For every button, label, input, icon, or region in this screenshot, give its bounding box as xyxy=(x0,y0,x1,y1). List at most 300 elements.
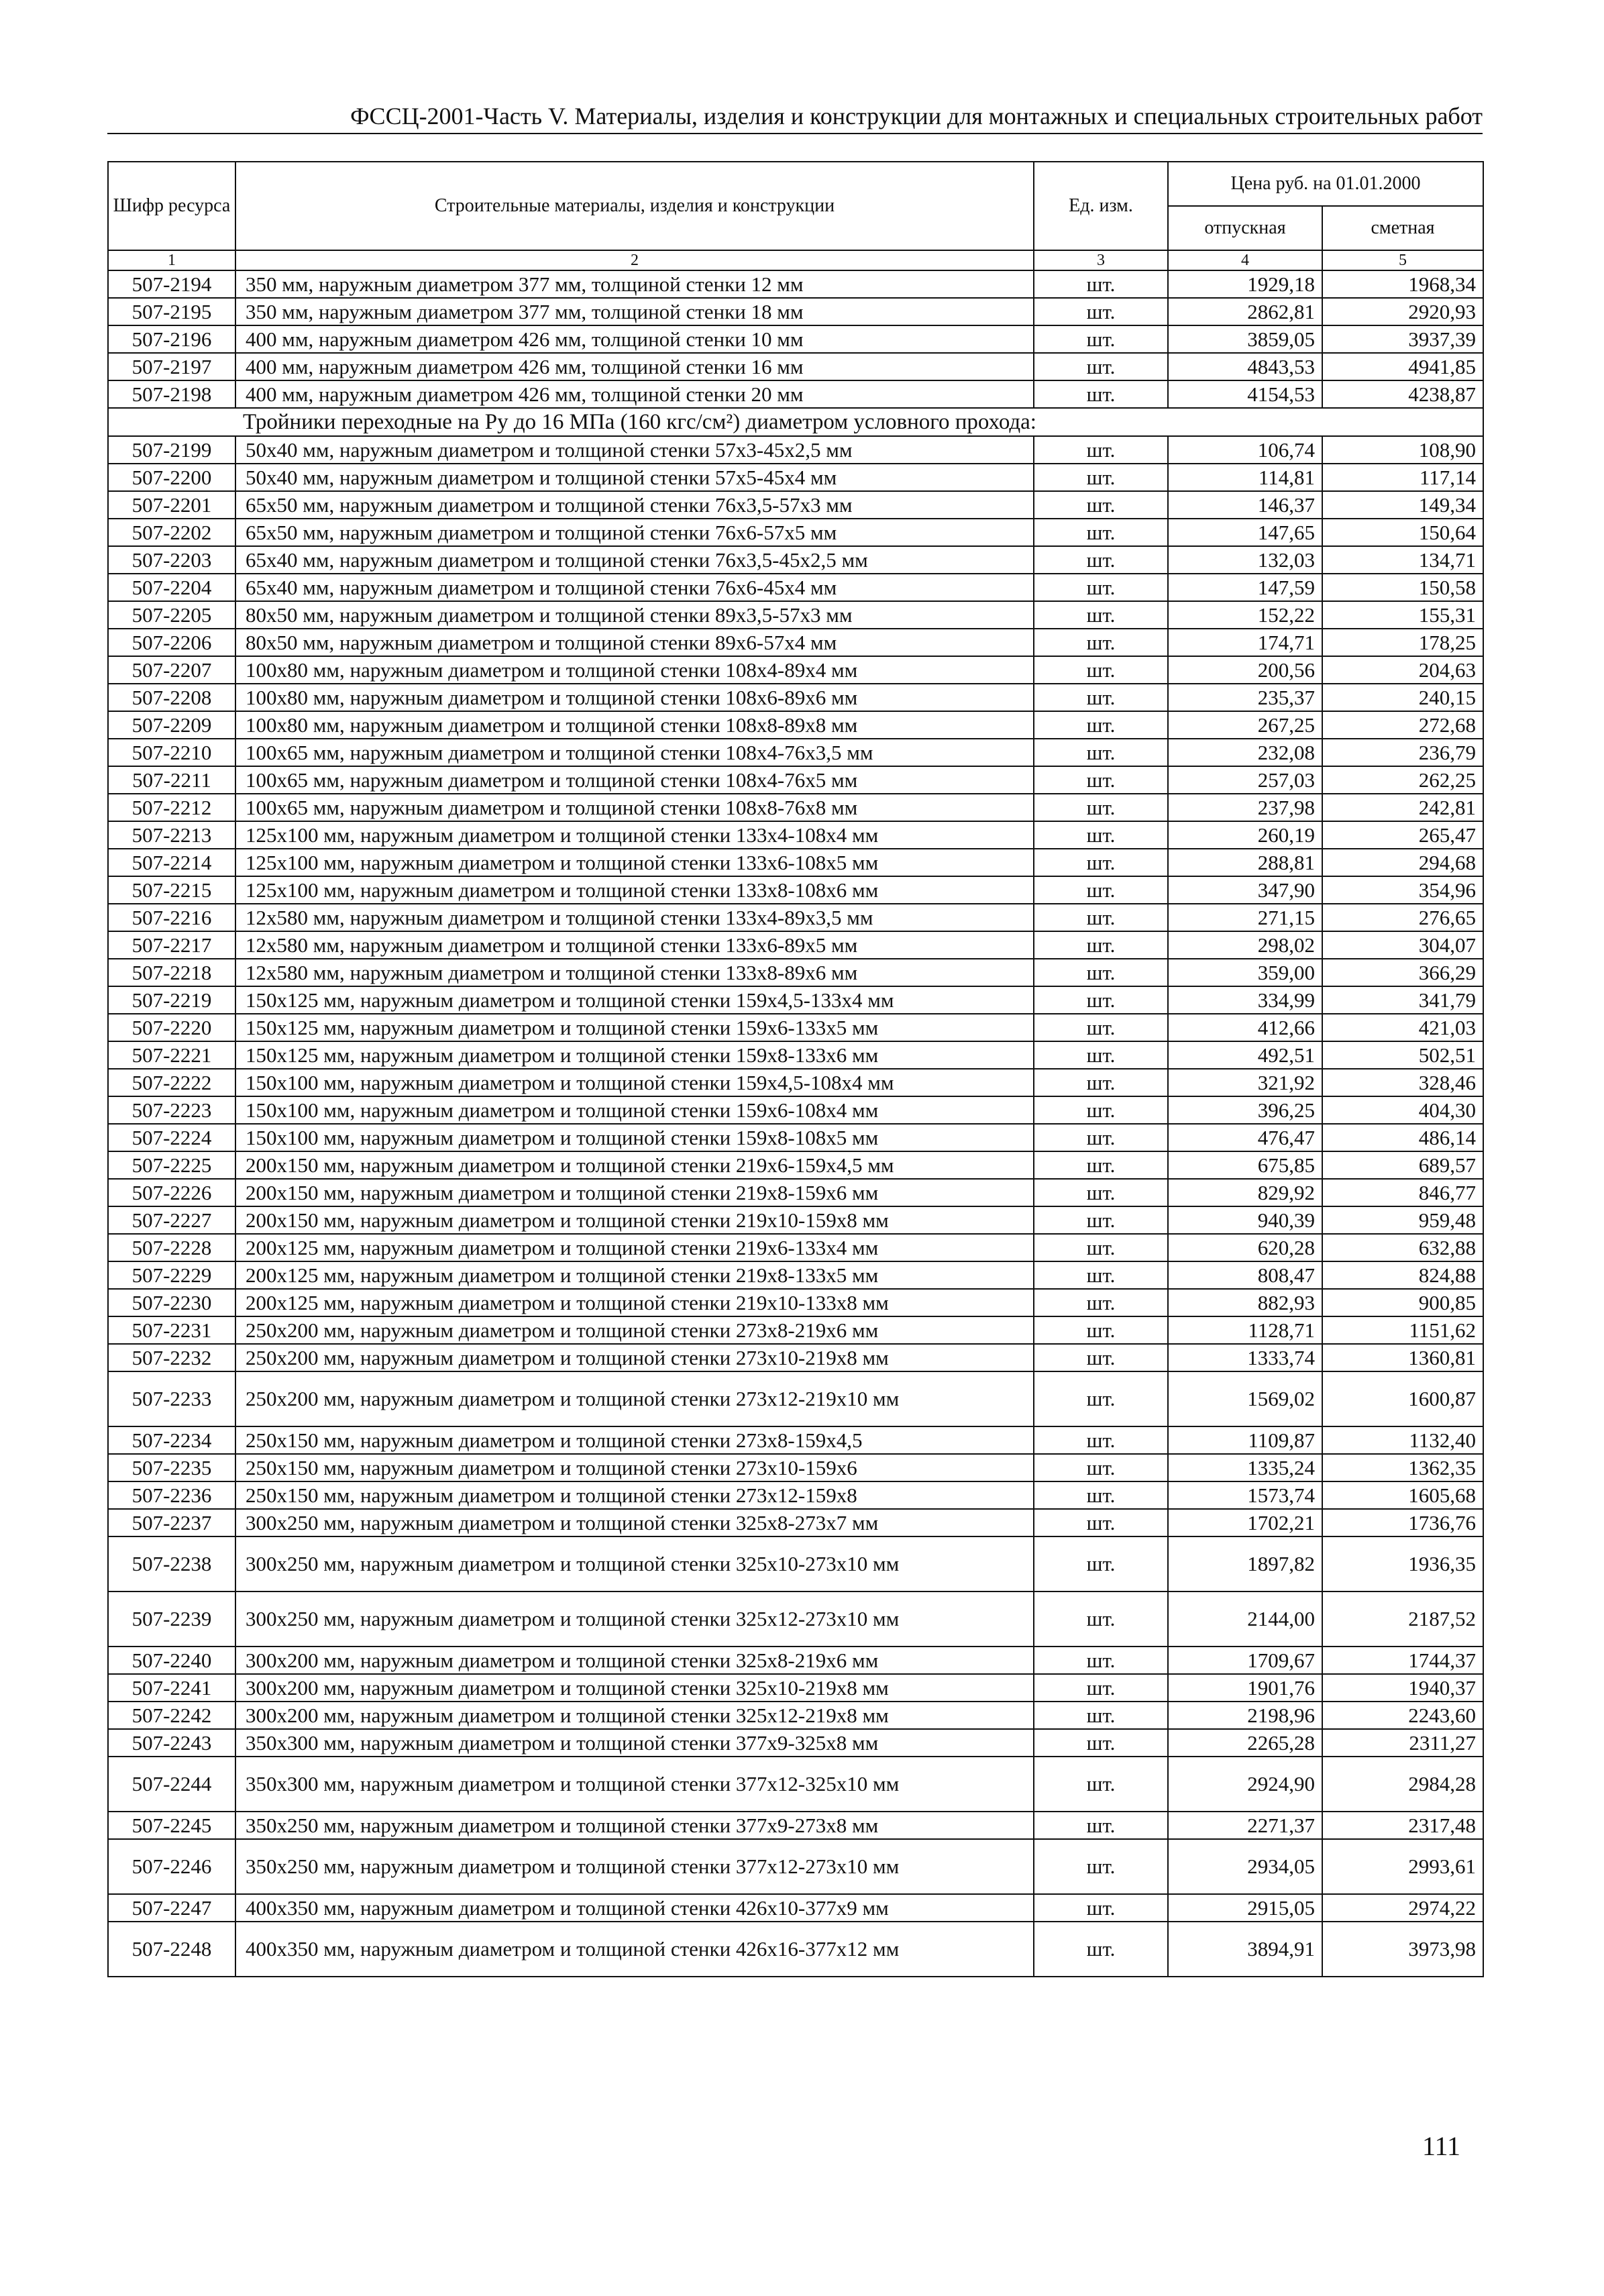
table-row xyxy=(108,1702,1483,1729)
release-price: 396,25 xyxy=(1168,1096,1322,1124)
resource-code: 507-2247 xyxy=(108,1894,235,1922)
table-row xyxy=(108,1454,1483,1481)
resource-code: 507-2221 xyxy=(108,1041,235,1069)
release-price: 829,92 xyxy=(1168,1179,1322,1206)
table-row xyxy=(108,766,1483,794)
release-price: 1128,71 xyxy=(1168,1316,1322,1344)
table-row xyxy=(108,711,1483,739)
estimate-price: 421,03 xyxy=(1322,1014,1483,1041)
table-row xyxy=(108,1371,1483,1426)
table-row xyxy=(108,1536,1483,1591)
unit-of-measure: шт. xyxy=(1034,931,1168,959)
unit-of-measure: шт. xyxy=(1034,1124,1168,1151)
estimate-price: 4941,85 xyxy=(1322,353,1483,380)
item-description: 350 мм, наружным диаметром 377 мм, толщиной стенки 18 мм xyxy=(235,298,1034,325)
resource-code: 507-2215 xyxy=(108,876,235,904)
release-price: 1702,21 xyxy=(1168,1509,1322,1536)
unit-of-measure: шт. xyxy=(1034,436,1168,464)
release-price: 146,37 xyxy=(1168,491,1322,519)
unit-of-measure: шт. xyxy=(1034,1481,1168,1509)
unit-of-measure: шт. xyxy=(1034,849,1168,876)
group-title: Тройники переходные на Ру до 16 МПа (160 кгс/см²) диаметром условного прохода: xyxy=(108,408,1483,436)
release-price: 1333,74 xyxy=(1168,1344,1322,1371)
unit-of-measure: шт. xyxy=(1034,1179,1168,1206)
release-price: 152,22 xyxy=(1168,601,1322,629)
estimate-price: 366,29 xyxy=(1322,959,1483,986)
table-row xyxy=(108,684,1483,711)
item-description: 80х50 мм, наружным диаметром и толщиной стенки 89х6-57х4 мм xyxy=(235,629,1034,656)
unit-of-measure: шт. xyxy=(1034,1234,1168,1261)
resource-code: 507-2213 xyxy=(108,821,235,849)
release-price: 620,28 xyxy=(1168,1234,1322,1261)
table-row xyxy=(108,986,1483,1014)
unit-of-measure: шт. xyxy=(1034,876,1168,904)
estimate-price: 108,90 xyxy=(1322,436,1483,464)
unit-of-measure: шт. xyxy=(1034,1591,1168,1647)
table-row xyxy=(108,464,1483,491)
table-body-tees xyxy=(108,436,1483,1977)
item-description: 250х200 мм, наружным диаметром и толщиной стенки 273х10-219х8 мм xyxy=(235,1344,1034,1371)
resource-code: 507-2219 xyxy=(108,986,235,1014)
resource-code: 507-2209 xyxy=(108,711,235,739)
unit-of-measure: шт. xyxy=(1034,1812,1168,1839)
release-price: 1901,76 xyxy=(1168,1674,1322,1702)
table-row xyxy=(108,1014,1483,1041)
item-description: 350х300 мм, наружным диаметром и толщиной стенки 377х9-325х8 мм xyxy=(235,1729,1034,1757)
table-row xyxy=(108,656,1483,684)
estimate-price: 4238,87 xyxy=(1322,380,1483,408)
column-number: 2 xyxy=(235,250,1034,270)
table-row xyxy=(108,574,1483,601)
table-body-pipes xyxy=(108,270,1483,408)
resource-code: 507-2224 xyxy=(108,1124,235,1151)
unit-of-measure: шт. xyxy=(1034,1839,1168,1894)
item-description: 300х200 мм, наружным диаметром и толщиной стенки 325х10-219х8 мм xyxy=(235,1674,1034,1702)
item-description: 200х125 мм, наружным диаметром и толщиной стенки 219х10-133х8 мм xyxy=(235,1289,1034,1316)
estimate-price: 2920,93 xyxy=(1322,298,1483,325)
resource-code: 507-2230 xyxy=(108,1289,235,1316)
resource-code: 507-2236 xyxy=(108,1481,235,1509)
estimate-price: 276,65 xyxy=(1322,904,1483,931)
table-row xyxy=(108,849,1483,876)
estimate-price: 265,47 xyxy=(1322,821,1483,849)
estimate-price: 236,79 xyxy=(1322,739,1483,766)
resource-code: 507-2231 xyxy=(108,1316,235,1344)
estimate-price: 1968,34 xyxy=(1322,270,1483,298)
item-description: 150х125 мм, наружным диаметром и толщиной стенки 159х8-133х6 мм xyxy=(235,1041,1034,1069)
estimate-price: 3937,39 xyxy=(1322,325,1483,353)
column-number: 1 xyxy=(108,250,235,270)
table-row xyxy=(108,629,1483,656)
item-description: 200х125 мм, наружным диаметром и толщиной стенки 219х6-133х4 мм xyxy=(235,1234,1034,1261)
item-description: 300х200 мм, наружным диаметром и толщиной стенки 325х8-219х6 мм xyxy=(235,1647,1034,1674)
unit-of-measure: шт. xyxy=(1034,519,1168,546)
item-description: 100х80 мм, наружным диаметром и толщиной стенки 108х6-89х6 мм xyxy=(235,684,1034,711)
item-description: 350 мм, наружным диаметром 377 мм, толщиной стенки 12 мм xyxy=(235,270,1034,298)
item-description: 100х80 мм, наружным диаметром и толщиной стенки 108х8-89х8 мм xyxy=(235,711,1034,739)
header-rule xyxy=(107,133,1483,134)
estimate-price: 1132,40 xyxy=(1322,1426,1483,1454)
release-price: 1897,82 xyxy=(1168,1536,1322,1591)
item-description: 400х350 мм, наружным диаметром и толщиной стенки 426х16-377х12 мм xyxy=(235,1922,1034,1977)
estimate-price: 354,96 xyxy=(1322,876,1483,904)
table-row xyxy=(108,1922,1483,1977)
item-description: 300х250 мм, наружным диаметром и толщиной стенки 325х12-273х10 мм xyxy=(235,1591,1034,1647)
col-header-price: Цена руб. на 01.01.2000 xyxy=(1168,162,1483,206)
estimate-price: 155,31 xyxy=(1322,601,1483,629)
estimate-price: 262,25 xyxy=(1322,766,1483,794)
estimate-price: 1360,81 xyxy=(1322,1344,1483,1371)
table-row xyxy=(108,1757,1483,1812)
release-price: 4843,53 xyxy=(1168,353,1322,380)
unit-of-measure: шт. xyxy=(1034,1206,1168,1234)
table-row xyxy=(108,1206,1483,1234)
item-description: 200х150 мм, наружным диаметром и толщиной стенки 219х6-159х4,5 мм xyxy=(235,1151,1034,1179)
table-header xyxy=(108,162,1483,270)
item-description: 250х150 мм, наружным диаметром и толщиной стенки 273х12-159х8 xyxy=(235,1481,1034,1509)
release-price: 260,19 xyxy=(1168,821,1322,849)
resource-code: 507-2207 xyxy=(108,656,235,684)
item-description: 400 мм, наружным диаметром 426 мм, толщиной стенки 20 мм xyxy=(235,380,1034,408)
item-description: 200х150 мм, наружным диаметром и толщиной стенки 219х10-159х8 мм xyxy=(235,1206,1034,1234)
resource-code: 507-2235 xyxy=(108,1454,235,1481)
unit-of-measure: шт. xyxy=(1034,546,1168,574)
resource-code: 507-2246 xyxy=(108,1839,235,1894)
table-row xyxy=(108,1509,1483,1536)
release-price: 200,56 xyxy=(1168,656,1322,684)
table-row xyxy=(108,601,1483,629)
column-number: 4 xyxy=(1168,250,1322,270)
release-price: 321,92 xyxy=(1168,1069,1322,1096)
resource-code: 507-2220 xyxy=(108,1014,235,1041)
unit-of-measure: шт. xyxy=(1034,1509,1168,1536)
resource-code: 507-2239 xyxy=(108,1591,235,1647)
estimate-price: 2317,48 xyxy=(1322,1812,1483,1839)
unit-of-measure: шт. xyxy=(1034,298,1168,325)
table-row xyxy=(108,931,1483,959)
release-price: 2915,05 xyxy=(1168,1894,1322,1922)
item-description: 350х250 мм, наружным диаметром и толщиной стенки 377х9-273х8 мм xyxy=(235,1812,1034,1839)
table-row xyxy=(108,821,1483,849)
unit-of-measure: шт. xyxy=(1034,739,1168,766)
unit-of-measure: шт. xyxy=(1034,1922,1168,1977)
table-row xyxy=(108,1069,1483,1096)
table-row xyxy=(108,546,1483,574)
estimate-price: 117,14 xyxy=(1322,464,1483,491)
unit-of-measure: шт. xyxy=(1034,821,1168,849)
item-description: 200х125 мм, наружным диаметром и толщиной стенки 219х8-133х5 мм xyxy=(235,1261,1034,1289)
release-price: 675,85 xyxy=(1168,1151,1322,1179)
estimate-price: 1605,68 xyxy=(1322,1481,1483,1509)
estimate-price: 2993,61 xyxy=(1322,1839,1483,1894)
table-row xyxy=(108,1096,1483,1124)
table-row xyxy=(108,739,1483,766)
item-description: 50х40 мм, наружным диаметром и толщиной стенки 57х5-45х4 мм xyxy=(235,464,1034,491)
page-header-title: ФССЦ-2001-Часть V. Материалы, изделия и конструкции для монтажных и специальных строительных работ xyxy=(350,103,1483,129)
item-description: 300х200 мм, наружным диаметром и толщиной стенки 325х12-219х8 мм xyxy=(235,1702,1034,1729)
release-price: 106,74 xyxy=(1168,436,1322,464)
col-header-estimate: сметная xyxy=(1322,206,1483,250)
unit-of-measure: шт. xyxy=(1034,1261,1168,1289)
estimate-price: 328,46 xyxy=(1322,1069,1483,1096)
resource-code: 507-2194 xyxy=(108,270,235,298)
unit-of-measure: шт. xyxy=(1034,1647,1168,1674)
table-row xyxy=(108,298,1483,325)
estimate-price: 1936,35 xyxy=(1322,1536,1483,1591)
table-row xyxy=(108,1647,1483,1674)
unit-of-measure: шт. xyxy=(1034,959,1168,986)
release-price: 267,25 xyxy=(1168,711,1322,739)
estimate-price: 1940,37 xyxy=(1322,1674,1483,1702)
item-description: 350х300 мм, наружным диаметром и толщиной стенки 377х12-325х10 мм xyxy=(235,1757,1034,1812)
resource-code: 507-2203 xyxy=(108,546,235,574)
estimate-price: 272,68 xyxy=(1322,711,1483,739)
item-description: 100х80 мм, наружным диаметром и толщиной стенки 108х4-89х4 мм xyxy=(235,656,1034,684)
resource-code: 507-2204 xyxy=(108,574,235,601)
column-number-row xyxy=(108,250,1483,270)
unit-of-measure: шт. xyxy=(1034,270,1168,298)
table-row xyxy=(108,325,1483,353)
estimate-price: 134,71 xyxy=(1322,546,1483,574)
table-row xyxy=(108,1839,1483,1894)
unit-of-measure: шт. xyxy=(1034,601,1168,629)
unit-of-measure: шт. xyxy=(1034,1757,1168,1812)
item-description: 150х125 мм, наружным диаметром и толщиной стенки 159х4,5-133х4 мм xyxy=(235,986,1034,1014)
release-price: 2265,28 xyxy=(1168,1729,1322,1757)
resource-code: 507-2206 xyxy=(108,629,235,656)
table-row xyxy=(108,1124,1483,1151)
release-price: 288,81 xyxy=(1168,849,1322,876)
release-price: 476,47 xyxy=(1168,1124,1322,1151)
table-row xyxy=(108,491,1483,519)
resource-code: 507-2198 xyxy=(108,380,235,408)
unit-of-measure: шт. xyxy=(1034,353,1168,380)
resource-code: 507-2211 xyxy=(108,766,235,794)
item-description: 125х100 мм, наружным диаметром и толщиной стенки 133х8-108х6 мм xyxy=(235,876,1034,904)
resource-code: 507-2210 xyxy=(108,739,235,766)
resource-code: 507-2232 xyxy=(108,1344,235,1371)
estimate-price: 1736,76 xyxy=(1322,1509,1483,1536)
col-header-code: Шифр ресурса xyxy=(108,162,235,250)
table-row xyxy=(108,1234,1483,1261)
unit-of-measure: шт. xyxy=(1034,629,1168,656)
unit-of-measure: шт. xyxy=(1034,1702,1168,1729)
item-description: 250х200 мм, наружным диаметром и толщиной стенки 273х12-219х10 мм xyxy=(235,1371,1034,1426)
release-price: 2144,00 xyxy=(1168,1591,1322,1647)
item-description: 300х250 мм, наружным диаметром и толщиной стенки 325х10-273х10 мм xyxy=(235,1536,1034,1591)
item-description: 65х50 мм, наружным диаметром и толщиной стенки 76х3,5-57х3 мм xyxy=(235,491,1034,519)
estimate-price: 204,63 xyxy=(1322,656,1483,684)
unit-of-measure: шт. xyxy=(1034,794,1168,821)
estimate-price: 1362,35 xyxy=(1322,1454,1483,1481)
release-price: 237,98 xyxy=(1168,794,1322,821)
estimate-price: 150,64 xyxy=(1322,519,1483,546)
resource-code: 507-2240 xyxy=(108,1647,235,1674)
resource-code: 507-2226 xyxy=(108,1179,235,1206)
col-header-release: отпускная xyxy=(1168,206,1322,250)
release-price: 147,65 xyxy=(1168,519,1322,546)
item-description: 12х580 мм, наружным диаметром и толщиной стенки 133х6-89х5 мм xyxy=(235,931,1034,959)
release-price: 2862,81 xyxy=(1168,298,1322,325)
table-row xyxy=(108,1289,1483,1316)
unit-of-measure: шт. xyxy=(1034,1069,1168,1096)
unit-of-measure: шт. xyxy=(1034,1316,1168,1344)
estimate-price: 341,79 xyxy=(1322,986,1483,1014)
release-price: 412,66 xyxy=(1168,1014,1322,1041)
item-description: 250х150 мм, наружным диаметром и толщиной стенки 273х8-159х4,5 xyxy=(235,1426,1034,1454)
item-description: 100х65 мм, наружным диаметром и толщиной стенки 108х8-76х8 мм xyxy=(235,794,1034,821)
resource-code: 507-2200 xyxy=(108,464,235,491)
resource-code: 507-2216 xyxy=(108,904,235,931)
estimate-price: 304,07 xyxy=(1322,931,1483,959)
resource-code: 507-2223 xyxy=(108,1096,235,1124)
resource-code: 507-2243 xyxy=(108,1729,235,1757)
estimate-price: 2984,28 xyxy=(1322,1757,1483,1812)
release-price: 808,47 xyxy=(1168,1261,1322,1289)
unit-of-measure: шт. xyxy=(1034,1371,1168,1426)
release-price: 1109,87 xyxy=(1168,1426,1322,1454)
estimate-price: 2187,52 xyxy=(1322,1591,1483,1647)
release-price: 359,00 xyxy=(1168,959,1322,986)
table-row xyxy=(108,1591,1483,1647)
table-row xyxy=(108,959,1483,986)
estimate-price: 959,48 xyxy=(1322,1206,1483,1234)
resource-code: 507-2218 xyxy=(108,959,235,986)
table-row xyxy=(108,1674,1483,1702)
release-price: 1709,67 xyxy=(1168,1647,1322,1674)
release-price: 174,71 xyxy=(1168,629,1322,656)
estimate-price: 3973,98 xyxy=(1322,1922,1483,1977)
table-row xyxy=(108,1812,1483,1839)
item-description: 125х100 мм, наружным диаметром и толщиной стенки 133х6-108х5 мм xyxy=(235,849,1034,876)
resource-code: 507-2237 xyxy=(108,1509,235,1536)
price-table xyxy=(107,161,1484,1977)
resource-code: 507-2241 xyxy=(108,1674,235,1702)
estimate-price: 2974,22 xyxy=(1322,1894,1483,1922)
resource-code: 507-2205 xyxy=(108,601,235,629)
item-description: 300х250 мм, наружным диаметром и толщиной стенки 325х8-273х7 мм xyxy=(235,1509,1034,1536)
table-row xyxy=(108,1729,1483,1757)
item-description: 400 мм, наружным диаметром 426 мм, толщиной стенки 10 мм xyxy=(235,325,1034,353)
item-description: 65х40 мм, наружным диаметром и толщиной стенки 76х6-45х4 мм xyxy=(235,574,1034,601)
unit-of-measure: шт. xyxy=(1034,1674,1168,1702)
unit-of-measure: шт. xyxy=(1034,1151,1168,1179)
item-description: 400х350 мм, наружным диаметром и толщиной стенки 426х10-377х9 мм xyxy=(235,1894,1034,1922)
item-description: 350х250 мм, наружным диаметром и толщиной стенки 377х12-273х10 мм xyxy=(235,1839,1034,1894)
resource-code: 507-2238 xyxy=(108,1536,235,1591)
table-row xyxy=(108,1261,1483,1289)
unit-of-measure: шт. xyxy=(1034,1014,1168,1041)
resource-code: 507-2248 xyxy=(108,1922,235,1977)
item-description: 250х150 мм, наружным диаметром и толщиной стенки 273х10-159х6 xyxy=(235,1454,1034,1481)
table-row xyxy=(108,1179,1483,1206)
release-price: 4154,53 xyxy=(1168,380,1322,408)
table-row xyxy=(108,270,1483,298)
unit-of-measure: шт. xyxy=(1034,1289,1168,1316)
unit-of-measure: шт. xyxy=(1034,464,1168,491)
resource-code: 507-2244 xyxy=(108,1757,235,1812)
release-price: 940,39 xyxy=(1168,1206,1322,1234)
estimate-price: 150,58 xyxy=(1322,574,1483,601)
estimate-price: 502,51 xyxy=(1322,1041,1483,1069)
release-price: 2271,37 xyxy=(1168,1812,1322,1839)
resource-code: 507-2225 xyxy=(108,1151,235,1179)
estimate-price: 1151,62 xyxy=(1322,1316,1483,1344)
estimate-price: 632,88 xyxy=(1322,1234,1483,1261)
item-description: 150х100 мм, наружным диаметром и толщиной стенки 159х4,5-108х4 мм xyxy=(235,1069,1034,1096)
col-header-name: Строительные материалы, изделия и конструкции xyxy=(235,162,1034,250)
unit-of-measure: шт. xyxy=(1034,325,1168,353)
item-description: 200х150 мм, наружным диаметром и толщиной стенки 219х8-159х6 мм xyxy=(235,1179,1034,1206)
resource-code: 507-2199 xyxy=(108,436,235,464)
resource-code: 507-2222 xyxy=(108,1069,235,1096)
column-number: 3 xyxy=(1034,250,1168,270)
item-description: 150х100 мм, наружным диаметром и толщиной стенки 159х8-108х5 мм xyxy=(235,1124,1034,1151)
table-row xyxy=(108,1426,1483,1454)
estimate-price: 824,88 xyxy=(1322,1261,1483,1289)
resource-code: 507-2195 xyxy=(108,298,235,325)
resource-code: 507-2217 xyxy=(108,931,235,959)
estimate-price: 242,81 xyxy=(1322,794,1483,821)
table-row xyxy=(108,353,1483,380)
item-description: 12х580 мм, наружным диаметром и толщиной стенки 133х8-89х6 мм xyxy=(235,959,1034,986)
resource-code: 507-2242 xyxy=(108,1702,235,1729)
estimate-price: 689,57 xyxy=(1322,1151,1483,1179)
unit-of-measure: шт. xyxy=(1034,904,1168,931)
unit-of-measure: шт. xyxy=(1034,766,1168,794)
table-row xyxy=(108,1041,1483,1069)
release-price: 114,81 xyxy=(1168,464,1322,491)
release-price: 2934,05 xyxy=(1168,1839,1322,1894)
column-number: 5 xyxy=(1322,250,1483,270)
release-price: 492,51 xyxy=(1168,1041,1322,1069)
release-price: 232,08 xyxy=(1168,739,1322,766)
estimate-price: 846,77 xyxy=(1322,1179,1483,1206)
resource-code: 507-2214 xyxy=(108,849,235,876)
estimate-price: 149,34 xyxy=(1322,491,1483,519)
table-row xyxy=(108,794,1483,821)
unit-of-measure: шт. xyxy=(1034,711,1168,739)
table-row xyxy=(108,1151,1483,1179)
col-header-unit: Ед. изм. xyxy=(1034,162,1168,250)
unit-of-measure: шт. xyxy=(1034,1096,1168,1124)
item-description: 65х50 мм, наружным диаметром и толщиной стенки 76х6-57х5 мм xyxy=(235,519,1034,546)
estimate-price: 404,30 xyxy=(1322,1096,1483,1124)
item-description: 100х65 мм, наружным диаметром и толщиной стенки 108х4-76х5 мм xyxy=(235,766,1034,794)
unit-of-measure: шт. xyxy=(1034,1426,1168,1454)
item-description: 400 мм, наружным диаметром 426 мм, толщиной стенки 16 мм xyxy=(235,353,1034,380)
table-row xyxy=(108,876,1483,904)
release-price: 298,02 xyxy=(1168,931,1322,959)
unit-of-measure: шт. xyxy=(1034,684,1168,711)
unit-of-measure: шт. xyxy=(1034,1041,1168,1069)
release-price: 235,37 xyxy=(1168,684,1322,711)
unit-of-measure: шт. xyxy=(1034,491,1168,519)
release-price: 882,93 xyxy=(1168,1289,1322,1316)
resource-code: 507-2245 xyxy=(108,1812,235,1839)
item-description: 125х100 мм, наружным диаметром и толщиной стенки 133х4-108х4 мм xyxy=(235,821,1034,849)
release-price: 1335,24 xyxy=(1168,1454,1322,1481)
resource-code: 507-2197 xyxy=(108,353,235,380)
unit-of-measure: шт. xyxy=(1034,1344,1168,1371)
unit-of-measure: шт. xyxy=(1034,1894,1168,1922)
table-row xyxy=(108,380,1483,408)
estimate-price: 2243,60 xyxy=(1322,1702,1483,1729)
item-description: 150х100 мм, наружным диаметром и толщиной стенки 159х6-108х4 мм xyxy=(235,1096,1034,1124)
resource-code: 507-2212 xyxy=(108,794,235,821)
release-price: 2198,96 xyxy=(1168,1702,1322,1729)
page-number: 111 xyxy=(1422,2131,1461,2161)
